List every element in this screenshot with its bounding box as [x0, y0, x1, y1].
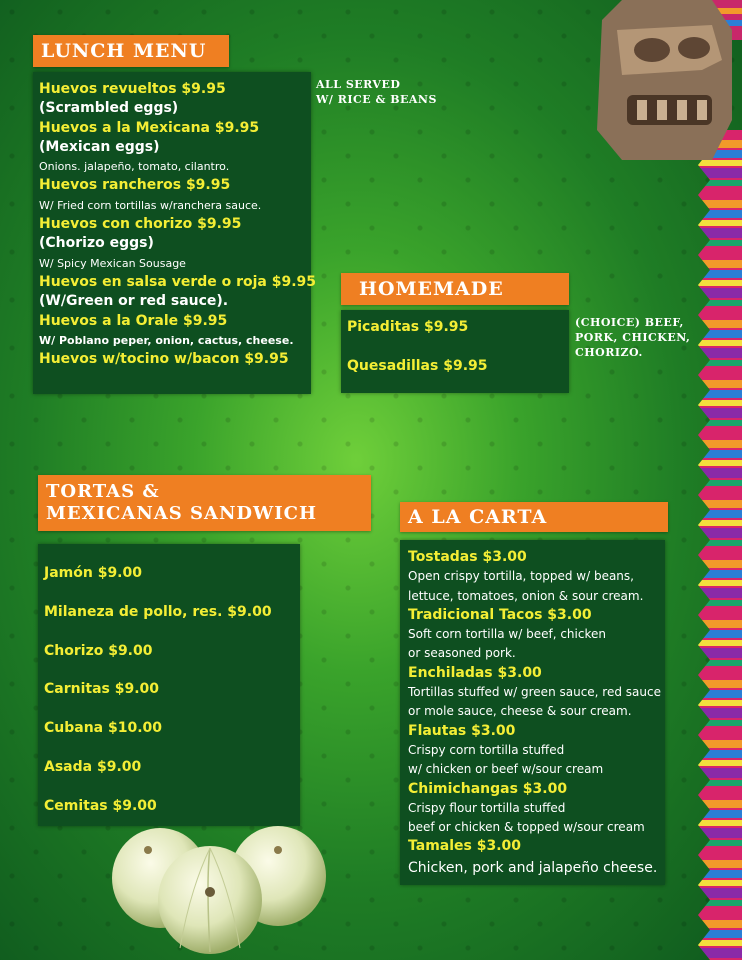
lunch-item-name: Huevos w/tocino w/bacon $9.95 [39, 351, 289, 368]
carta-item-description: or seasoned pork. [408, 646, 516, 661]
carta-item-name: Tostadas $3.00 [408, 549, 527, 565]
homemade-header: HOMEMADE [341, 273, 569, 305]
carta-item-description: w/ chicken or beef w/sour cream [408, 762, 604, 777]
carta-item-description: beef or chicken & topped w/sour cream [408, 820, 645, 835]
served-note [316, 77, 437, 107]
carta-item-description: or mole sauce, cheese & sour cream. [408, 704, 632, 719]
stone-mask-sculpture [582, 0, 742, 165]
carta-item-description: Open crispy tortilla, topped w/ beans, [408, 569, 634, 584]
onions-image [110, 820, 330, 955]
lunch-item-name: Huevos revueltos $9.95 [39, 81, 226, 97]
lunch-item-name: Huevos a la Orale $9.95 [39, 312, 228, 329]
tortas-list [44, 554, 272, 826]
torta-item: Cubana $10.00 [44, 720, 163, 737]
lunch-item-name: Huevos rancheros $9.95 [39, 177, 231, 194]
lunch-item-description: (W/Green or red sauce). [39, 293, 229, 310]
a-la-carta-header: A LA CARTA [400, 502, 668, 532]
carta-item-description: Chicken, pork and jalapeño cheese. [408, 859, 658, 876]
carta-item-description: Soft corn tortilla w/ beef, chicken [408, 627, 606, 642]
carta-item-name: Enchiladas $3.00 [408, 664, 542, 681]
lunch-item-description: W/ Spicy Mexican Sousage [39, 256, 186, 270]
a-la-carta-list [408, 548, 661, 879]
tortas-header-line: MEXICANAS SANDWICH [46, 503, 318, 524]
lunch-item-name: Huevos con chorizo $9.95 [39, 216, 242, 233]
carta-item-name: Chimichangas $3.00 [408, 780, 568, 797]
served-note-line: W/ RICE & BEANS [316, 93, 437, 106]
torta-item: Cemitas $9.00 [44, 797, 157, 814]
torta-item: Chorizo $9.00 [44, 642, 153, 659]
textile-border [696, 130, 742, 960]
carta-item-description: Tortillas stuffed w/ green sauce, red sauce [408, 685, 661, 700]
carta-item-description: Crispy flour tortilla stuffed [408, 800, 566, 815]
lunch-item-description: W/ Poblano peper, onion, cactus, cheese. [39, 333, 294, 347]
torta-item: Milaneza de pollo, res. $9.00 [44, 603, 272, 620]
torta-item: Asada $9.00 [44, 758, 142, 775]
choice-note-line: (CHOICE) BEEF, [575, 316, 684, 329]
torta-item: Carnitas $9.00 [44, 681, 160, 698]
torta-item: Jamón $9.00 [44, 565, 142, 581]
lunch-item-description: Onions. jalapeño, tomato, cilantro. [39, 160, 230, 174]
homemade-item: Picaditas $9.95 [347, 319, 469, 335]
choice-note-line: PORK, CHICKEN, [575, 331, 691, 344]
lunch-item-description: W/ Fried corn tortillas w/ranchera sauce. [39, 198, 262, 212]
lunch-item-description: (Chorizo eggs) [39, 235, 154, 252]
choice-note [575, 315, 690, 360]
lunch-item-description: (Scrambled eggs) [39, 100, 179, 117]
carta-item-name: Tradicional Tacos $3.00 [408, 606, 592, 623]
homemade-item: Quesadillas $9.95 [347, 358, 488, 374]
tortas-header [38, 475, 371, 531]
carta-item-name: Tamales $3.00 [408, 838, 522, 855]
lunch-item-name: Huevos en salsa verde o roja $9.95 [39, 273, 317, 290]
tortas-header-line: TORTAS & [46, 481, 160, 502]
served-note-line: ALL SERVED [316, 78, 401, 91]
lunch-menu-list [39, 80, 316, 369]
choice-note-line: CHORIZO. [575, 346, 643, 359]
carta-item-name: Flautas $3.00 [408, 722, 516, 739]
carta-item-description: lettuce, tomatoes, onion & sour cream. [408, 588, 644, 603]
lunch-item-name: Huevos a la Mexicana $9.95 [39, 119, 260, 136]
lunch-item-description: (Mexican eggs) [39, 138, 160, 155]
carta-item-description: Crispy corn tortilla stuffed [408, 742, 565, 757]
lunch-menu-header: LUNCH MENU [33, 35, 229, 67]
